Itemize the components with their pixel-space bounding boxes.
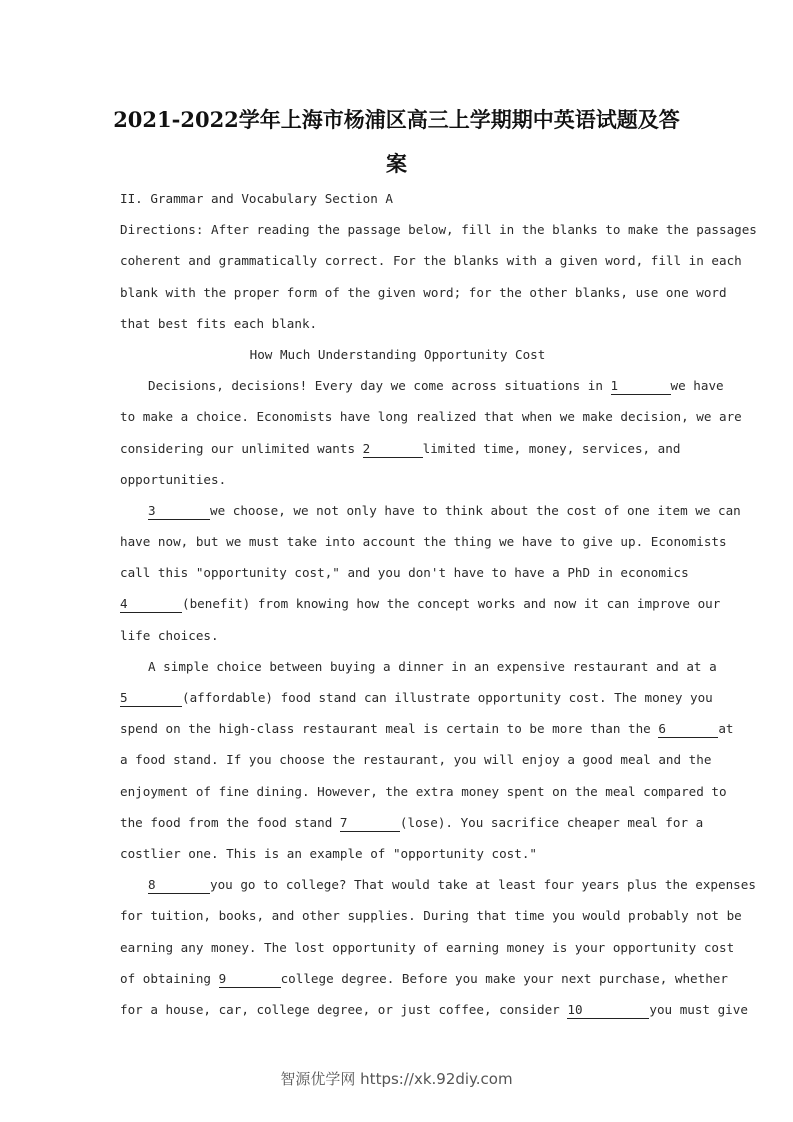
text-segment: (affordable) food stand can illustrate opportunity cost. The money you (182, 690, 713, 705)
text-segment: (lose). You sacrifice cheaper meal for a (399, 814, 704, 830)
blank-8[interactable]: 8 (148, 878, 210, 894)
paragraph-line: life choices. (120, 627, 219, 643)
paragraph-line (120, 963, 728, 994)
title-line-1: 2021-2022学年上海市杨浦区高三上学期期中英语试题及答 (113, 107, 680, 132)
passage-title: How Much Understanding Opportunity Cost (249, 346, 546, 362)
text-segment: the food from the food stand (120, 814, 333, 830)
text-segment: limited time, money, services, and (422, 440, 681, 456)
blank-5[interactable]: 5 (120, 691, 182, 707)
page-footer: 智源优学网 https://xk.92diy.com (280, 1070, 513, 1088)
document-title (0, 98, 793, 186)
text-segment: considering our unlimited wants (120, 440, 356, 456)
text-segment: spend on the high-class restaurant meal is certain to be more than the (120, 721, 651, 737)
text-segment: we choose, we not only have to think about the cost of one item we can (210, 502, 741, 518)
text-segment: you must give (649, 1001, 748, 1017)
text-segment: we have (670, 378, 724, 394)
blank-1[interactable]: 1 (611, 379, 671, 395)
blank-10[interactable]: 10 (567, 1003, 649, 1019)
paragraph-line: costlier one. This is an example of "opportunity cost." (120, 845, 538, 861)
directions-line: Directions: After reading the passage below, fill in the blanks to make the passages (120, 222, 757, 238)
paragraph-line: to make a choice. Economists have long realized that when we make decision, we are (120, 409, 742, 425)
blank-2[interactable]: 2 (363, 442, 423, 458)
section-heading: II. Grammar and Vocabulary Section A (120, 191, 393, 206)
paragraph-line: a food stand. If you choose the restaurant, you will enjoy a good meal and the (120, 752, 712, 768)
document-body (120, 183, 757, 1025)
blank-3[interactable]: 3 (148, 504, 210, 520)
paragraph-line: A simple choice between buying a dinner in an expensive restaurant and at a (148, 658, 717, 674)
paragraph-line: for tuition, books, and other supplies. During that time you would probably not be (120, 908, 742, 924)
paragraph-line: call this "opportunity cost," and you don't have to have a PhD in economics (120, 565, 689, 581)
title-line-2: 案 (386, 151, 407, 176)
paragraph-line (120, 433, 681, 464)
paragraph-line: opportunities. (120, 471, 227, 487)
paragraph-line (120, 682, 713, 713)
paragraph-line (120, 713, 734, 744)
blank-7[interactable]: 7 (340, 816, 400, 832)
paragraph-line (120, 807, 704, 838)
paragraph-line: earning any money. The lost opportunity of earning money is your opportunity cost (120, 939, 735, 955)
directions-line: that best fits each blank. (120, 315, 318, 331)
paragraph-line (120, 869, 756, 900)
blank-4[interactable]: 4 (120, 597, 182, 613)
text-segment: you go to college? That would take at least four years plus the expenses (210, 877, 756, 893)
directions-line: blank with the proper form of the given word; for the other blanks, use one word (120, 284, 727, 300)
paragraph-line (120, 495, 741, 526)
text-segment: of obtaining (120, 970, 211, 986)
paragraph-line: have now, but we must take into account the thing we have to give up. Economists (120, 534, 727, 550)
paragraph-line (120, 994, 748, 1025)
paragraph-line (120, 370, 724, 401)
blank-9[interactable]: 9 (219, 972, 281, 988)
text-segment: at (718, 721, 734, 737)
blank-6[interactable]: 6 (658, 722, 718, 738)
text-segment: (benefit) from knowing how the concept works and now it can improve our (182, 596, 721, 612)
directions-line: coherent and grammatically correct. For the blanks with a given word, fill in each (120, 253, 742, 269)
text-segment: Decisions, decisions! Every day we come across situations in (148, 378, 603, 394)
paragraph-line (120, 588, 721, 619)
text-segment: for a house, car, college degree, or just coffee, consider (120, 1001, 560, 1017)
paragraph-line: enjoyment of fine dining. However, the extra money spent on the meal compared to (120, 783, 727, 799)
text-segment: college degree. Before you make your next purchase, whether (280, 970, 728, 986)
